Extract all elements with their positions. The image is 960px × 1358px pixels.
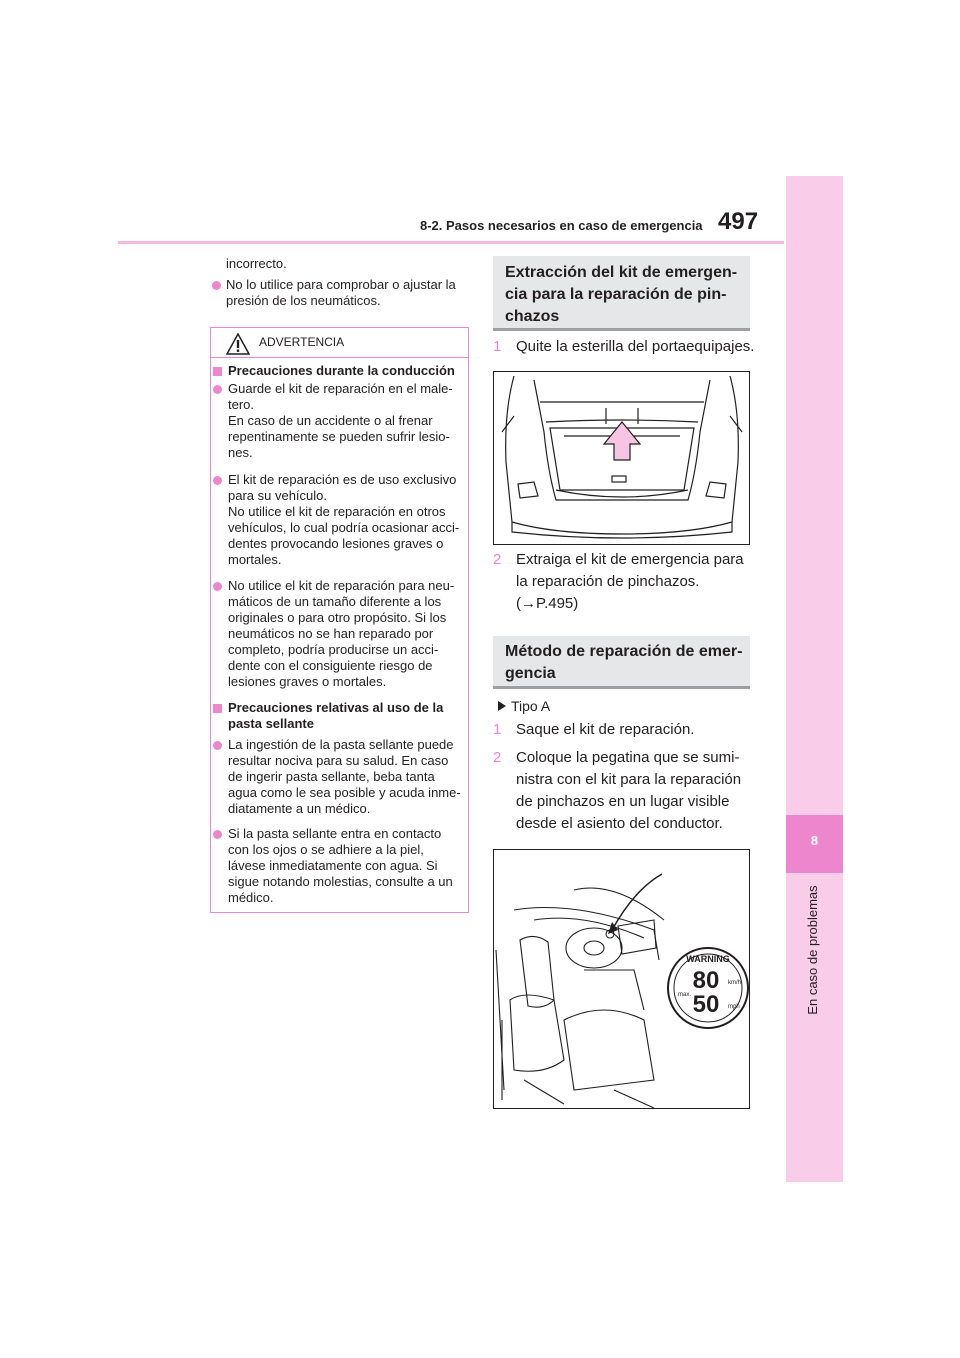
warning-heading-sealant: Precauciones relativas al uso de la pasta sellante	[228, 700, 444, 731]
square-bullet-icon	[213, 704, 222, 713]
bullet-icon	[213, 830, 222, 839]
intro-continuation: incorrecto.	[226, 256, 287, 271]
warning-bullet-5: Si la pasta sellante entra en contacto con los ojos o se adhiere a la piel, lávese inmediatamente con agua. Si sigue notando molestias, consulte a un médico.	[228, 826, 453, 905]
header-rule	[118, 241, 784, 244]
bullet-icon	[213, 582, 222, 591]
bullet-icon	[213, 741, 222, 750]
intro-bullet-text: No lo utilice para comprobar o ajustar la presión de los neumáticos.	[226, 277, 456, 308]
sticker-top-text: WARNING	[686, 954, 730, 964]
triangle-right-icon	[498, 701, 506, 711]
sticker-speed-1: 80	[692, 967, 720, 994]
warning-heading-driving: Precauciones durante la conducción	[228, 363, 455, 378]
step-number: 1	[493, 338, 502, 355]
sticker-unit-2: mph	[728, 1004, 740, 1010]
warning-label: ADVERTENCIA	[259, 335, 345, 349]
chapter-label: En caso de problemas	[805, 885, 820, 1015]
sticker-speed-2: 50	[692, 991, 720, 1018]
section-title-extraction: Extracción del kit de emergen- cia para la reparación de pin- chazos	[505, 264, 738, 325]
bullet-icon	[213, 385, 222, 394]
step-text: Quite la esterilla del portaequipajes.	[516, 338, 755, 355]
trunk-illustration	[494, 372, 749, 544]
header-section-title: 8-2. Pasos necesarios en caso de emergencia	[420, 218, 703, 233]
warning-bullet-4: La ingestión de la pasta sellante puede resultar nociva para su salud. En caso de ingerir pasta sellante, beba tanta agua como le sea posible y acuda inme- diatamente a un médico.	[228, 737, 461, 816]
step-number: 2	[493, 749, 502, 766]
page-number: 497	[718, 208, 759, 235]
sticker-unit-1: km/h	[728, 980, 742, 986]
side-tab-strip	[786, 176, 843, 1182]
step-text: Saque el kit de reparación.	[516, 721, 695, 738]
trunk-figure	[493, 371, 750, 545]
interior-illustration	[494, 850, 749, 1108]
warning-bullet-2: El kit de reparación es de uso exclusivo para su vehículo. No utilice el kit de reparación en otros vehículos, lo cual podría ocasionar acci- dentes provocando lesiones graves o mortales.	[228, 472, 460, 567]
bullet-icon	[213, 476, 222, 485]
step-number: 2	[493, 551, 502, 568]
step-number: 1	[493, 721, 502, 738]
section-title-repair-method: Método de reparación de emer- gencia	[505, 643, 743, 682]
square-bullet-icon	[213, 367, 222, 376]
chapter-number: 8	[810, 833, 819, 848]
bullet-icon	[212, 281, 221, 290]
type-label: Tipo A	[511, 698, 551, 714]
step-text: Coloque la pegatina que se sumi- nistra con el kit para la reparación de pinchazos en un lugar visible desde el asiento del conductor.	[516, 749, 742, 832]
warning-bullet-1: Guarde el kit de reparación en el male- tero. En caso de un accidente o al frenar repentinamente se pueden sufrir lesio- nes.	[228, 381, 453, 460]
sticker-max: max.	[678, 992, 692, 998]
interior-figure	[493, 849, 750, 1109]
step-text: Extraiga el kit de emergencia para la reparación de pinchazos. (→P.495)	[516, 551, 744, 612]
warning-triangle-icon	[226, 333, 250, 355]
warning-bullet-3: No utilice el kit de reparación para neu- máticos de un tamaño diferente a los originales o para otro propósito. Si los neumáticos no se han reparado por completo, podría producirse un acci- dente con el consiguiente riesgo de lesiones graves o mortales.	[228, 578, 455, 689]
warning-sticker-icon	[668, 948, 748, 1028]
